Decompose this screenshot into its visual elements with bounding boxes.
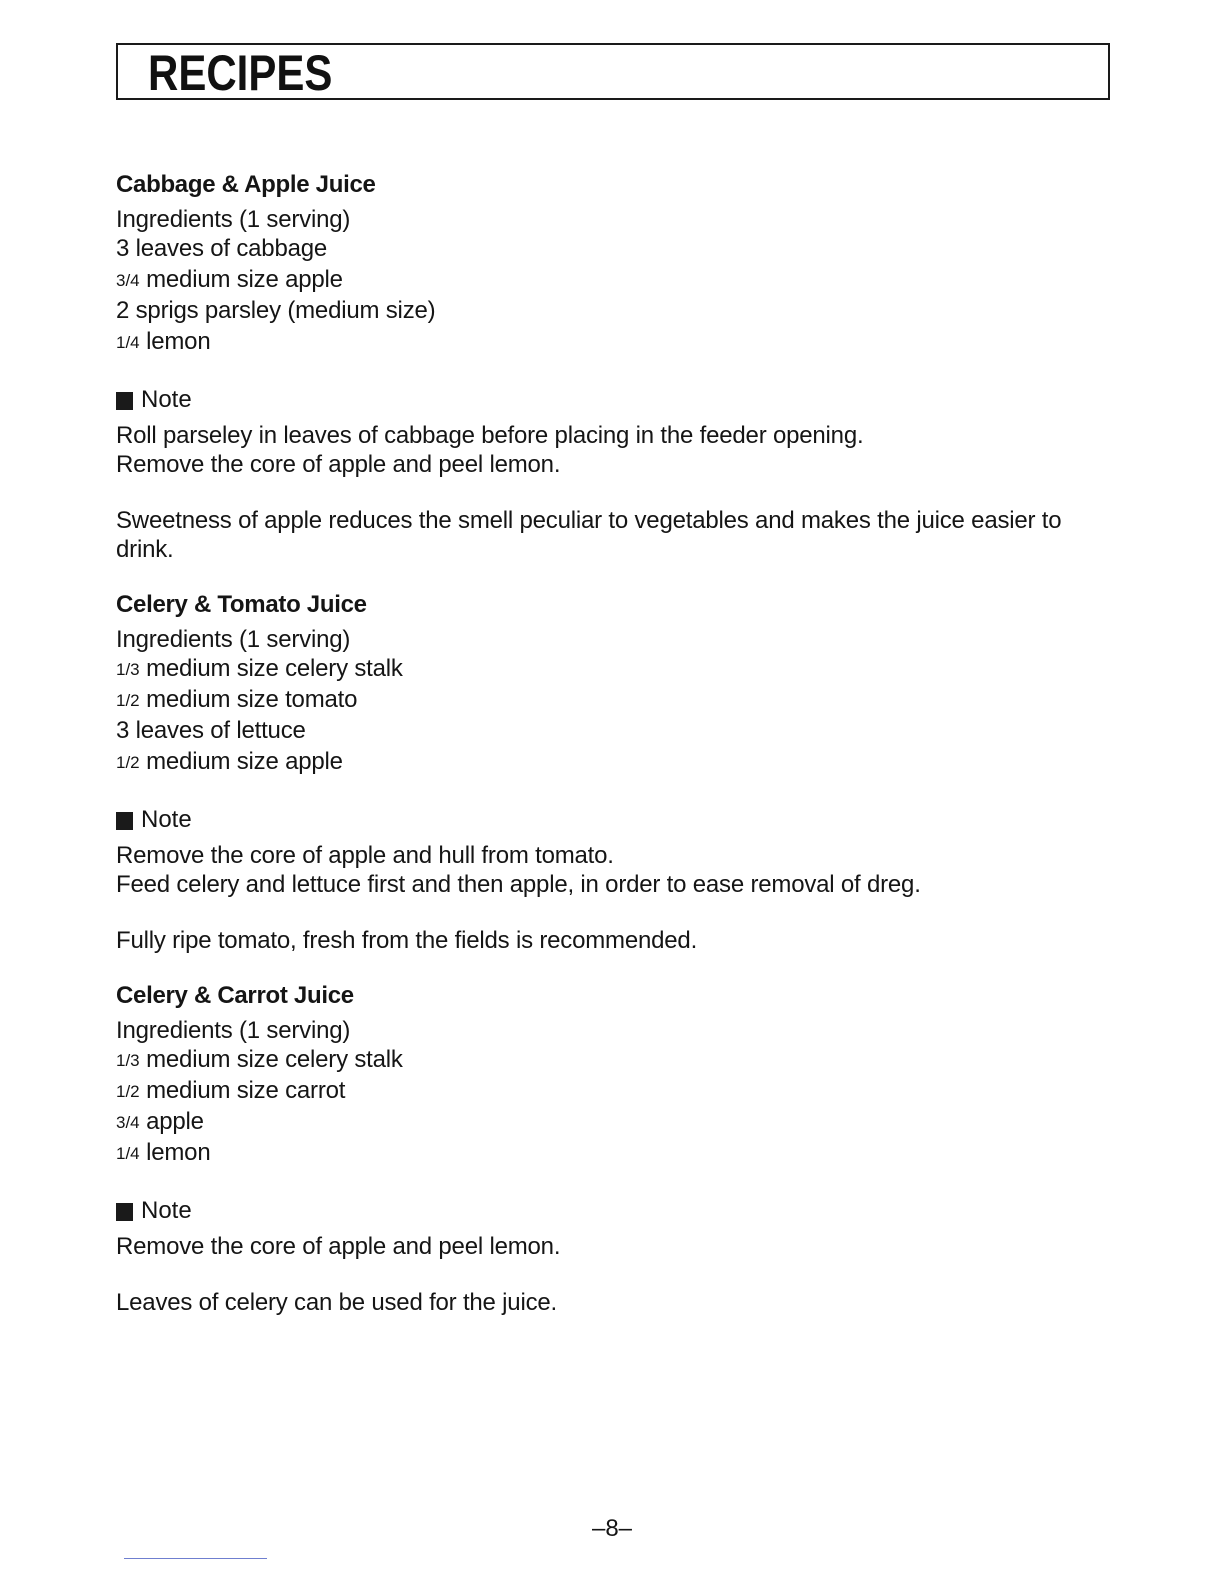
tip-text: Leaves of celery can be used for the juice.	[116, 1289, 558, 1316]
note-heading	[116, 385, 1076, 415]
note-line: Remove the core of apple and peel lemon.	[116, 451, 561, 478]
ingredient-item: 1/4 lemon	[116, 1139, 211, 1166]
page-number: –8–	[591, 1515, 633, 1542]
recipe-celery-tomato	[116, 590, 1076, 955]
recipes-content	[116, 170, 1076, 1317]
ingredient-item: 3 leaves of lettuce	[116, 717, 306, 744]
note-text	[116, 421, 1076, 479]
ingredient-item: 1/4 lemon	[116, 328, 211, 355]
ingredients-label: Ingredients (1 serving)	[116, 206, 351, 233]
note-heading	[116, 805, 1076, 835]
note-line: Remove the core of apple and peel lemon.	[116, 1233, 561, 1260]
recipe-celery-carrot	[116, 981, 1076, 1317]
footer-rule	[124, 1558, 267, 1559]
recipe-title: Celery & Tomato Juice	[116, 591, 367, 618]
page-title: RECIPES	[148, 45, 333, 101]
note-label: Note	[141, 386, 192, 413]
ingredient-item: 1/2 medium size tomato	[116, 686, 358, 713]
recipe-tip	[116, 926, 1076, 955]
ingredients-label: Ingredients (1 serving)	[116, 626, 351, 653]
recipe-title: Cabbage & Apple Juice	[116, 171, 376, 198]
note-label: Note	[141, 806, 192, 833]
note-text	[116, 1232, 1076, 1261]
ingredient-item: 3/4 medium size apple	[116, 266, 343, 293]
ingredient-item: 2 sprigs parsley (medium size)	[116, 297, 436, 324]
recipe-cabbage-apple	[116, 170, 1076, 564]
ingredient-item: 3 leaves of cabbage	[116, 235, 328, 262]
recipe-tip	[116, 1288, 1076, 1317]
tip-text: Sweetness of apple reduces the smell peculiar to vegetables and makes the juice easier to drink.	[116, 507, 1062, 563]
note-line: Roll parseley in leaves of cabbage before placing in the feeder opening.	[116, 422, 864, 449]
tip-text: Fully ripe tomato, fresh from the fields is recommended.	[116, 927, 698, 954]
ingredient-item: 1/2 medium size apple	[116, 748, 343, 775]
ingredients-label: Ingredients (1 serving)	[116, 1017, 351, 1044]
recipe-title: Celery & Carrot Juice	[116, 982, 354, 1009]
recipe-tip	[116, 506, 1076, 564]
ingredient-item: 1/3 medium size celery stalk	[116, 655, 403, 682]
note-line: Feed celery and lettuce first and then apple, in order to ease removal of dreg.	[116, 871, 921, 898]
ingredient-item: 1/2 medium size carrot	[116, 1077, 346, 1104]
note-square-icon	[116, 392, 133, 410]
note-square-icon	[116, 812, 133, 830]
ingredient-item: 1/3 medium size celery stalk	[116, 1046, 403, 1073]
note-line: Remove the core of apple and hull from tomato.	[116, 842, 614, 869]
ingredient-item: 3/4 apple	[116, 1108, 204, 1135]
note-heading	[116, 1196, 1076, 1226]
note-text	[116, 841, 1076, 899]
header-box	[116, 43, 1110, 100]
note-square-icon	[116, 1203, 133, 1221]
note-label: Note	[141, 1197, 192, 1224]
